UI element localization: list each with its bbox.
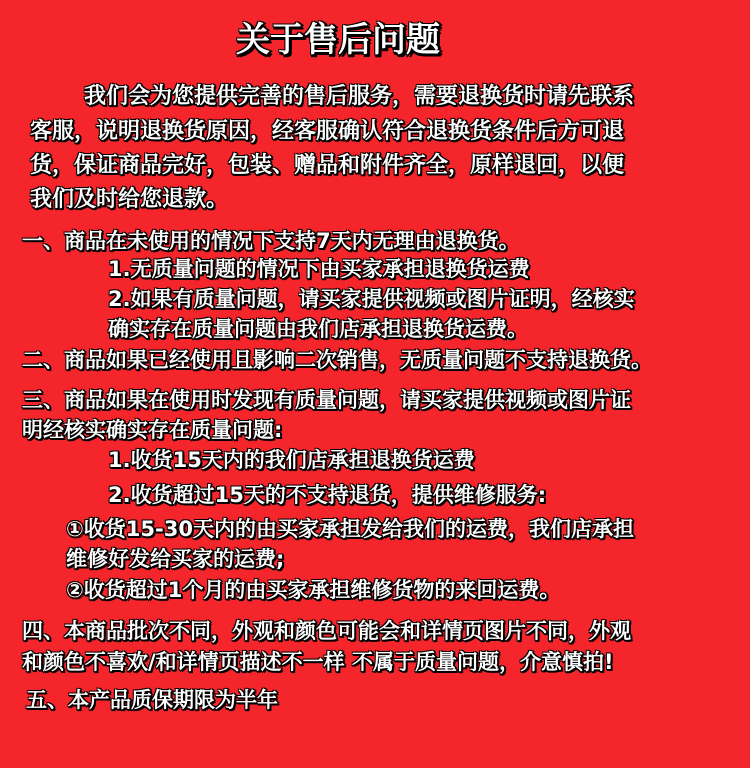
section-3-item-1: 1.收货15天内的我们店承担退换货运费 (108, 448, 475, 472)
intro-line-1: 我们会为您提供完善的售后服务，需要退换货时请先联系 (84, 84, 635, 109)
section-5-heading: 五、本产品质保期限为半年 (26, 688, 278, 712)
section-3-sub-1-line-1: ①收货15-30天内的由买家承担发给我们的运费，我们店承担 (66, 517, 634, 541)
section-1-heading: 一、商品在未使用的情况下支持7天内无理由退换货。 (22, 229, 520, 253)
section-1-item-1: 1.无质量问题的情况下由买家承担退换货运费 (108, 257, 530, 281)
section-3-heading-line-2: 明经核实确实存在质量问题: (22, 418, 283, 442)
intro-line-2: 客服，说明退换货原因，经客服确认符合退换货条件后方可退 (30, 119, 625, 144)
section-4-line-2: 和颜色不喜欢/和详情页描述不一样 不属于质量问题，介意慎拍! (22, 650, 614, 674)
section-3-heading-line-1: 三、商品如果在使用时发现有质量问题，请买家提供视频或图片证 (22, 388, 631, 412)
section-2-heading: 二、商品如果已经使用且影响二次销售，无质量问题不支持退换货。 (22, 348, 652, 372)
section-4-line-1: 四、本商品批次不同，外观和颜色可能会和详情页图片不同，外观 (22, 619, 631, 643)
intro-line-4: 我们及时给您退款。 (30, 187, 229, 212)
section-1-item-2-line-1: 2.如果有质量问题，请买家提供视频或图片证明，经核实 (108, 287, 635, 311)
section-3-item-2: 2.收货超过15天的不支持退货，提供维修服务: (108, 483, 547, 507)
section-3-sub-2: ②收货超过1个月的由买家承担维修货物的来回运费。 (66, 578, 561, 602)
page-title: 关于售后问题 (236, 20, 440, 60)
section-1-item-2-line-2: 确实存在质量问题由我们店承担退换货运费。 (108, 317, 528, 341)
intro-line-3: 货，保证商品完好，包装、赠品和附件齐全，原样退回，以便 (30, 153, 625, 178)
section-3-sub-1-line-2: 维修好发给买家的运费; (66, 547, 285, 571)
